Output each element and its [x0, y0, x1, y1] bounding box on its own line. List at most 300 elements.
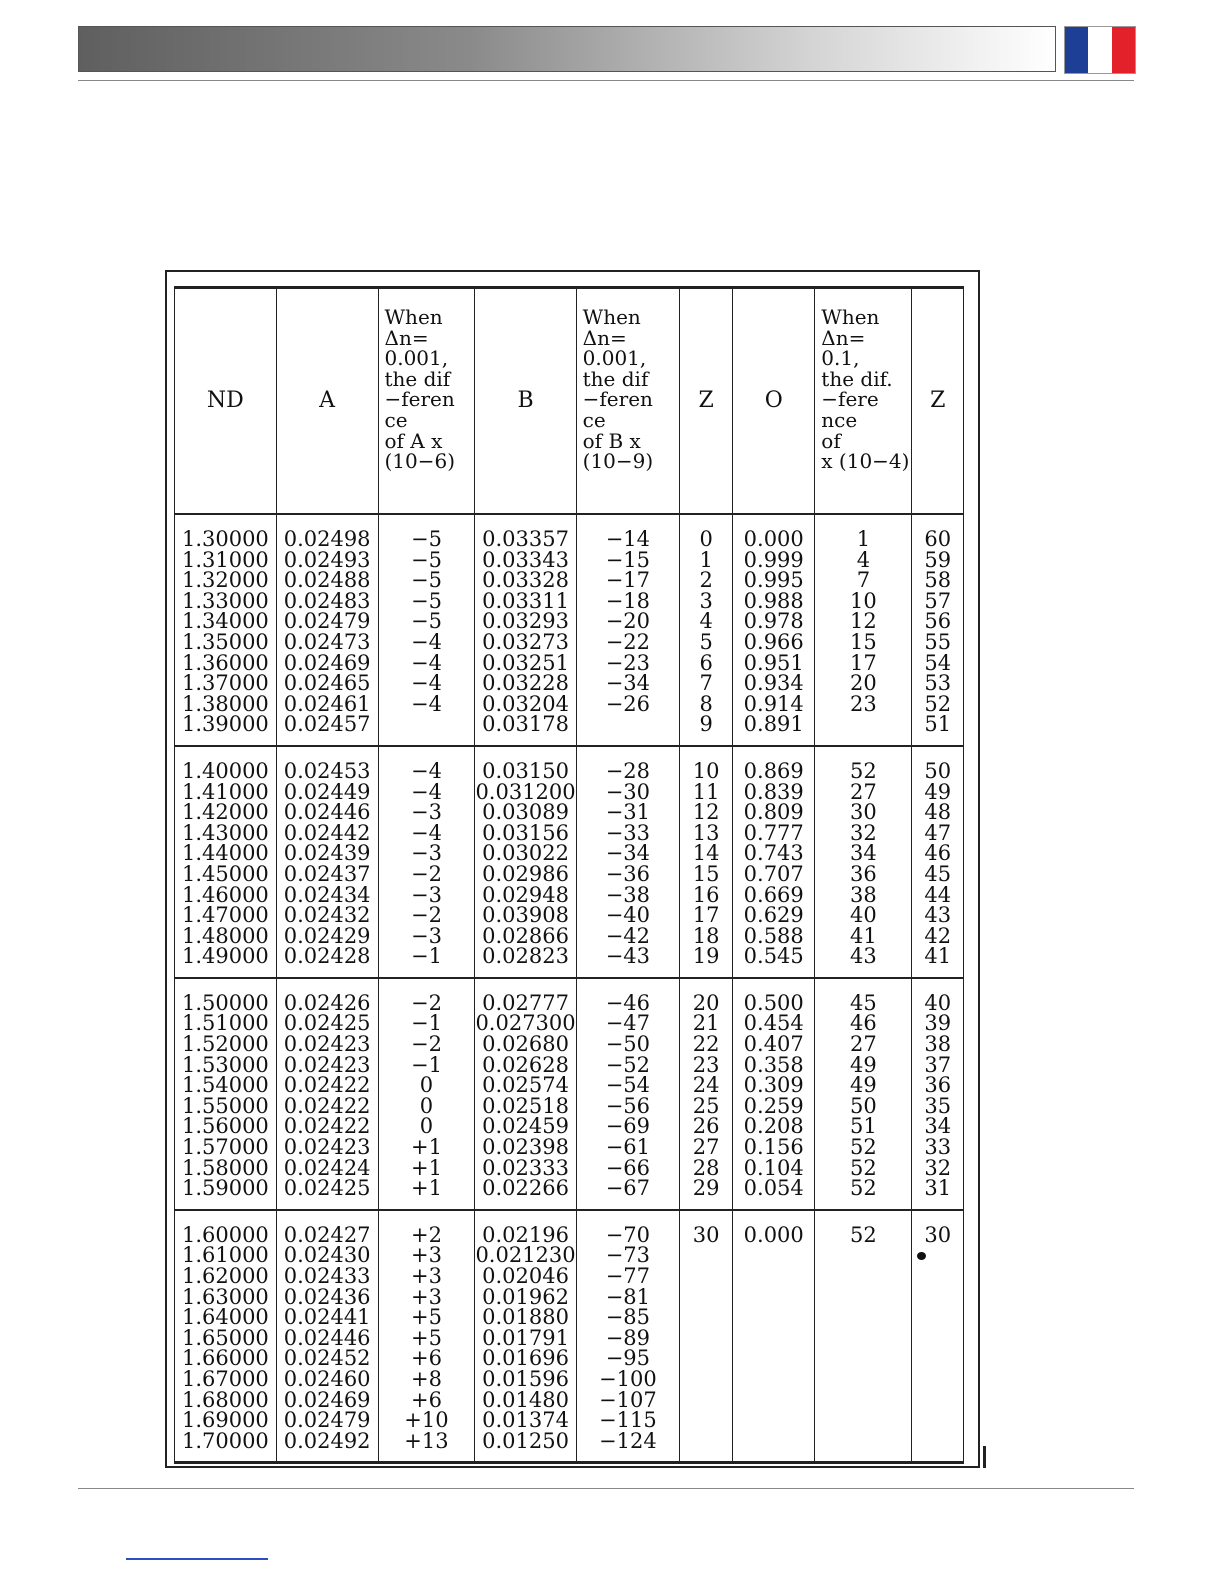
- cell-value: 1.39000: [181, 712, 269, 737]
- cell-value: −4: [410, 650, 442, 675]
- cell-value: 1.63000: [181, 1284, 269, 1309]
- table-header-row: [175, 288, 964, 515]
- cell-value: 1.50000: [181, 990, 269, 1015]
- cell-value: 0.02432: [283, 903, 371, 928]
- cell-value: 39: [924, 1011, 952, 1036]
- cell-value: 52: [850, 1222, 877, 1247]
- cell-value: 0.02948: [482, 882, 569, 907]
- cell-value: 0.001,: [582, 346, 647, 371]
- cell-value: 0.000: [743, 1222, 804, 1247]
- cell-value: +3: [410, 1284, 442, 1309]
- cell-value: 0: [419, 1093, 434, 1118]
- cell-value: 4: [856, 547, 871, 572]
- cell-value: 1.61000: [181, 1243, 269, 1268]
- cell-value: 1.51000: [181, 1011, 269, 1036]
- cell-value: (10−6): [384, 449, 456, 474]
- cell-value: 0.02986: [482, 861, 569, 886]
- cell-value: −4: [410, 779, 442, 804]
- cell-value: +5: [410, 1305, 442, 1330]
- cell-value: 0.02498: [283, 527, 371, 551]
- cell-value: 2: [699, 568, 713, 593]
- cell-value: 0.02430: [283, 1243, 371, 1268]
- cell-value: 0.839: [743, 779, 804, 804]
- cell-value: 0.03293: [482, 609, 569, 634]
- diff-a-values: [378, 1210, 475, 1463]
- cell-value: 0.03251: [482, 650, 569, 675]
- cell-value: −30: [605, 779, 651, 804]
- cell-value: 0.02823: [482, 944, 569, 969]
- cell-value: of: [821, 428, 841, 453]
- cell-value: 38: [924, 1032, 952, 1057]
- cell-value: 1.32000: [181, 568, 269, 593]
- table-row: [175, 746, 964, 978]
- cell-value: 1.62000: [181, 1264, 269, 1288]
- cell-value: −38: [605, 882, 651, 907]
- cell-value: 0.03022: [482, 841, 569, 866]
- cell-value: 1.33000: [181, 588, 269, 613]
- cell-value: nce: [821, 407, 858, 432]
- cell-value: 0.02427: [283, 1222, 371, 1247]
- cell-value: −50: [605, 1032, 651, 1057]
- cell-value: 0.01480: [482, 1387, 569, 1412]
- cell-value: 35: [924, 1093, 952, 1118]
- cell-value: −3: [410, 882, 442, 907]
- cell-value: 0.669: [743, 882, 804, 907]
- cell-value: 1.30000: [181, 527, 269, 551]
- cell-value: 1.55000: [181, 1093, 269, 1118]
- cell-value: −2: [410, 903, 442, 928]
- cell-value: 0.629: [743, 903, 804, 928]
- cell-value: 46: [924, 841, 952, 866]
- cell-value: 0.000: [743, 527, 804, 551]
- cell-value: 32: [850, 820, 877, 845]
- cell-value: 0.03178: [482, 712, 569, 737]
- cell-value: 0.03311: [482, 588, 569, 613]
- flag-stripe-white: [1088, 27, 1111, 73]
- cell-value: 0.01962: [482, 1284, 569, 1309]
- z-right-values: [912, 978, 964, 1210]
- cell-value: 0.02866: [482, 923, 569, 948]
- cell-value: +8: [410, 1366, 442, 1391]
- cell-value: 0.588: [743, 923, 804, 948]
- cell-value: −1: [410, 1052, 442, 1077]
- cell-value: −3: [410, 800, 442, 825]
- cell-value: 0.021230: [475, 1243, 576, 1268]
- cell-value: 1.48000: [181, 923, 269, 948]
- cell-value: 54: [924, 650, 952, 675]
- table-row: [175, 1210, 964, 1463]
- header-diff-b: [576, 288, 679, 515]
- cell-value: 12: [692, 800, 720, 825]
- cell-value: 1.49000: [181, 944, 269, 969]
- cell-value: 0.869: [743, 758, 804, 783]
- cell-value: 50: [850, 1093, 877, 1118]
- cell-value: 0.01596: [482, 1366, 569, 1391]
- cell-value: 0.978: [743, 609, 804, 634]
- cell-value: 10: [850, 588, 877, 613]
- cell-value: −23: [605, 650, 651, 675]
- cell-value: 1.36000: [181, 650, 269, 675]
- cell-value: 52: [924, 691, 952, 716]
- cell-value: 0.01250: [482, 1428, 569, 1453]
- cell-value: 52: [850, 1176, 877, 1201]
- diff-x-values: [815, 514, 912, 746]
- cell-value: 1.66000: [181, 1346, 269, 1371]
- header-z-right: Z: [912, 288, 964, 515]
- cell-value: ce: [384, 407, 408, 432]
- cell-value: −52: [605, 1052, 651, 1077]
- cell-value: Δn=: [821, 325, 866, 350]
- cell-value: −31: [605, 800, 651, 825]
- cell-value: −46: [605, 990, 651, 1015]
- cell-value: +1: [410, 1176, 442, 1201]
- diff-b-values: [576, 514, 679, 746]
- cell-value: 36: [850, 861, 877, 886]
- cell-value: 1.44000: [181, 841, 269, 866]
- cell-value: 0.02518: [482, 1093, 569, 1118]
- cell-value: 0.02479: [283, 1408, 371, 1433]
- a-values: [276, 1210, 378, 1463]
- cell-value: +6: [410, 1346, 442, 1371]
- cell-value: 0.02465: [283, 671, 371, 696]
- cell-value: −4: [410, 691, 442, 716]
- cell-value: 34: [924, 1114, 952, 1139]
- scan-edge-mark: [983, 1446, 986, 1468]
- z-values: [680, 1210, 733, 1463]
- cell-value: 1.45000: [181, 861, 269, 886]
- b-values: [475, 978, 576, 1210]
- cell-value: 1.64000: [181, 1305, 269, 1330]
- cell-value: 0.02436: [283, 1284, 371, 1309]
- cell-value: +2: [410, 1222, 442, 1247]
- cell-value: −1: [410, 944, 442, 969]
- cell-value: 49: [850, 1073, 877, 1098]
- cell-value: +13: [404, 1428, 449, 1453]
- cell-value: 0.02433: [283, 1264, 371, 1288]
- cell-value: 0: [419, 1073, 434, 1098]
- cell-value: 51: [850, 1114, 877, 1139]
- z-right-values: [912, 746, 964, 978]
- cell-value: 0.545: [743, 944, 804, 969]
- cell-value: −17: [605, 568, 651, 593]
- footer-link-underline[interactable]: [126, 1558, 268, 1560]
- cell-value: 1.47000: [181, 903, 269, 928]
- cell-value: 15: [850, 629, 877, 654]
- cell-value: 12: [850, 609, 877, 634]
- cell-value: 0.02492: [283, 1428, 371, 1453]
- diff-b-values: [576, 978, 679, 1210]
- cell-value: −20: [605, 609, 651, 634]
- cell-value: −5: [410, 568, 442, 593]
- cell-value: 45: [850, 990, 877, 1015]
- cell-value: 0.02196: [482, 1222, 569, 1247]
- nd-values: [175, 746, 277, 978]
- cell-value: 0.02452: [283, 1346, 371, 1371]
- cell-value: 55: [924, 629, 952, 654]
- cell-value: −fere: [821, 387, 879, 412]
- ink-dot: [917, 1252, 926, 1260]
- cell-value: −73: [605, 1243, 651, 1268]
- cell-value: 58: [924, 568, 952, 593]
- cell-value: 0.02446: [283, 800, 371, 825]
- cell-value: 25: [692, 1093, 720, 1118]
- cell-value: 0.03150: [482, 758, 569, 783]
- cell-value: 0.02266: [482, 1176, 569, 1201]
- cell-value: 8: [699, 691, 713, 716]
- cell-value: +3: [410, 1264, 442, 1288]
- header-diff-x: [815, 288, 912, 515]
- cell-value: 0.02446: [283, 1325, 371, 1350]
- cell-value: 59: [924, 547, 952, 572]
- refractive-index-table: [174, 286, 964, 1464]
- cell-value: When: [384, 305, 443, 329]
- flag-stripe-red: [1112, 27, 1135, 73]
- cell-value: 0.934: [743, 671, 804, 696]
- cell-value: 0.966: [743, 629, 804, 654]
- cell-value: 1.31000: [181, 547, 269, 572]
- cell-value: 14: [692, 841, 720, 866]
- cell-value: 28: [692, 1155, 720, 1180]
- cell-value: 47: [924, 820, 952, 845]
- header-divider: [78, 80, 1134, 81]
- z-right-values: [912, 1210, 964, 1463]
- cell-value: 13: [692, 820, 720, 845]
- cell-value: 0.03357: [482, 527, 569, 551]
- cell-value: ce: [582, 407, 606, 432]
- o-values: [733, 746, 815, 978]
- cell-value: 1.67000: [181, 1366, 269, 1391]
- cell-value: 48: [924, 800, 952, 825]
- cell-value: 1.68000: [181, 1387, 269, 1412]
- cell-value: 0.914: [743, 691, 804, 716]
- cell-value: 45: [924, 861, 952, 886]
- cell-value: −14: [605, 527, 651, 551]
- cell-value: −34: [605, 671, 651, 696]
- cell-value: 0.02428: [283, 944, 371, 969]
- cell-value: 36: [924, 1073, 952, 1098]
- cell-value: 1.56000: [181, 1114, 269, 1139]
- cell-value: −4: [410, 629, 442, 654]
- cell-value: 0.707: [743, 861, 804, 886]
- cell-value: 40: [850, 903, 877, 928]
- cell-value: 11: [692, 779, 720, 804]
- cell-value: 1.41000: [181, 779, 269, 804]
- cell-value: 0.1,: [821, 346, 860, 371]
- cell-value: 0.809: [743, 800, 804, 825]
- a-values: [276, 514, 378, 746]
- cell-value: 0.02046: [482, 1264, 569, 1288]
- cell-value: −85: [605, 1305, 651, 1330]
- cell-value: 1.40000: [181, 758, 269, 783]
- cell-value: 0.054: [743, 1176, 804, 1201]
- cell-value: 17: [692, 903, 720, 928]
- cell-value: 1.54000: [181, 1073, 269, 1098]
- cell-value: −2: [410, 861, 442, 886]
- cell-value: 19: [692, 944, 720, 969]
- cell-value: 0.027300: [475, 1011, 576, 1036]
- cell-value: −22: [605, 629, 651, 654]
- cell-value: 0.03273: [482, 629, 569, 654]
- cell-value: 0.988: [743, 588, 804, 613]
- nd-values: [175, 978, 277, 1210]
- cell-value: 10: [692, 758, 720, 783]
- cell-value: −54: [605, 1073, 651, 1098]
- cell-value: 17: [850, 650, 877, 675]
- cell-value: When: [582, 305, 641, 329]
- cell-value: 23: [850, 691, 877, 716]
- o-values: [733, 514, 815, 746]
- cell-value: 53: [924, 671, 952, 696]
- diff-a-values: [378, 978, 475, 1210]
- cell-value: +5: [410, 1325, 442, 1350]
- cell-value: 29: [692, 1176, 720, 1201]
- cell-value: of A x: [384, 428, 443, 453]
- cell-value: 0.02449: [283, 779, 371, 804]
- cell-value: −2: [410, 1032, 442, 1057]
- cell-value: −36: [605, 861, 651, 886]
- cell-value: 41: [850, 923, 877, 948]
- cell-value: −1: [410, 1011, 442, 1036]
- cell-value: 0.454: [743, 1011, 804, 1036]
- diff-x-values: [815, 1210, 912, 1463]
- cell-value: 1.42000: [181, 800, 269, 825]
- cell-value: 0.02333: [482, 1155, 569, 1180]
- cell-value: −56: [605, 1093, 651, 1118]
- cell-value: +6: [410, 1387, 442, 1412]
- cell-value: the dif: [384, 366, 451, 391]
- cell-value: Δn=: [384, 325, 429, 350]
- cell-value: 0.500: [743, 990, 804, 1015]
- flag-stripe-blue: [1065, 27, 1088, 73]
- cell-value: 0.02425: [283, 1011, 371, 1036]
- cell-value: 0.02461: [283, 691, 371, 716]
- cell-value: 0: [419, 1114, 434, 1139]
- cell-value: 0.03343: [482, 547, 569, 572]
- cell-value: −77: [605, 1264, 651, 1288]
- cell-value: 1.38000: [181, 691, 269, 716]
- b-values: [475, 514, 576, 746]
- cell-value: −feren: [384, 387, 455, 412]
- cell-value: 27: [692, 1135, 720, 1160]
- diff-x-values: [815, 978, 912, 1210]
- cell-value: +1: [410, 1135, 442, 1160]
- cell-value: 33: [924, 1135, 952, 1160]
- cell-value: −28: [605, 758, 651, 783]
- cell-value: 1.65000: [181, 1325, 269, 1350]
- french-flag-icon: [1064, 26, 1136, 74]
- cell-value: 46: [850, 1011, 877, 1036]
- cell-value: 60: [924, 527, 952, 551]
- z-right-values: [912, 514, 964, 746]
- z-values: [680, 746, 733, 978]
- cell-value: 4: [699, 609, 713, 634]
- cell-value: 0.01374: [482, 1408, 569, 1433]
- cell-value: the dif: [582, 366, 649, 391]
- cell-value: 21: [692, 1011, 720, 1036]
- cell-value: −67: [605, 1176, 651, 1201]
- cell-value: −feren: [582, 387, 653, 412]
- cell-value: −34: [605, 841, 651, 866]
- cell-value: −4: [410, 671, 442, 696]
- cell-value: 0.02423: [283, 1052, 371, 1077]
- header-diff-a: [378, 288, 475, 515]
- cell-value: 34: [850, 841, 877, 866]
- cell-value: 0.02457: [283, 712, 371, 737]
- cell-value: 0.02441: [283, 1305, 371, 1330]
- cell-value: 0.001,: [384, 346, 449, 371]
- cell-value: 0.891: [743, 712, 804, 737]
- cell-value: 1.58000: [181, 1155, 269, 1180]
- cell-value: 7: [856, 568, 871, 593]
- cell-value: −89: [605, 1325, 651, 1350]
- cell-value: 0.777: [743, 820, 804, 845]
- cell-value: 1: [856, 527, 871, 551]
- cell-value: 42: [924, 923, 952, 948]
- header-a: A: [276, 288, 378, 515]
- cell-value: +1: [410, 1155, 442, 1180]
- cell-value: 0.02423: [283, 1135, 371, 1160]
- cell-value: 22: [692, 1032, 720, 1057]
- cell-value: 52: [850, 1155, 877, 1180]
- cell-value: 30: [924, 1222, 952, 1247]
- cell-value: 27: [850, 779, 877, 804]
- cell-value: −107: [599, 1387, 657, 1412]
- cell-value: 0.02493: [283, 547, 371, 572]
- cell-value: −26: [605, 691, 651, 716]
- diff-a-values: [378, 514, 475, 746]
- cell-value: 15: [692, 861, 720, 886]
- cell-value: 0.02680: [482, 1032, 569, 1057]
- cell-value: 0.208: [743, 1114, 804, 1139]
- diff-a-values: [378, 746, 475, 978]
- cell-value: 49: [850, 1052, 877, 1077]
- cell-value: −43: [605, 944, 651, 969]
- cell-value: the dif.: [821, 366, 893, 391]
- cell-value: −4: [410, 758, 442, 783]
- cell-value: 0.104: [743, 1155, 804, 1180]
- cell-value: 27: [850, 1032, 877, 1057]
- cell-value: 1: [699, 547, 713, 572]
- cell-value: 0.02453: [283, 758, 371, 783]
- cell-value: 44: [924, 882, 952, 907]
- cell-value: −4: [410, 820, 442, 845]
- cell-value: −61: [605, 1135, 651, 1160]
- cell-value: 38: [850, 882, 877, 907]
- cell-value: 32: [924, 1155, 952, 1180]
- cell-value: 0.156: [743, 1135, 804, 1160]
- z-values: [680, 978, 733, 1210]
- cell-value: 1.52000: [181, 1032, 269, 1057]
- cell-value: 43: [924, 903, 952, 928]
- o-values: [733, 978, 815, 1210]
- diff-x-values: [815, 746, 912, 978]
- cell-value: 57: [924, 588, 952, 613]
- cell-value: 0.995: [743, 568, 804, 593]
- cell-value: 0.03204: [482, 691, 569, 716]
- cell-value: −5: [410, 527, 442, 551]
- cell-value: 1.35000: [181, 629, 269, 654]
- cell-value: −5: [410, 609, 442, 634]
- header-o: O: [733, 288, 815, 515]
- nd-values: [175, 514, 277, 746]
- cell-value: 52: [850, 1135, 877, 1160]
- cell-value: −100: [599, 1366, 657, 1391]
- cell-value: −40: [605, 903, 651, 928]
- cell-value: −5: [410, 547, 442, 572]
- table-row: [175, 514, 964, 746]
- diff-b-values: [576, 746, 679, 978]
- cell-value: 0.358: [743, 1052, 804, 1077]
